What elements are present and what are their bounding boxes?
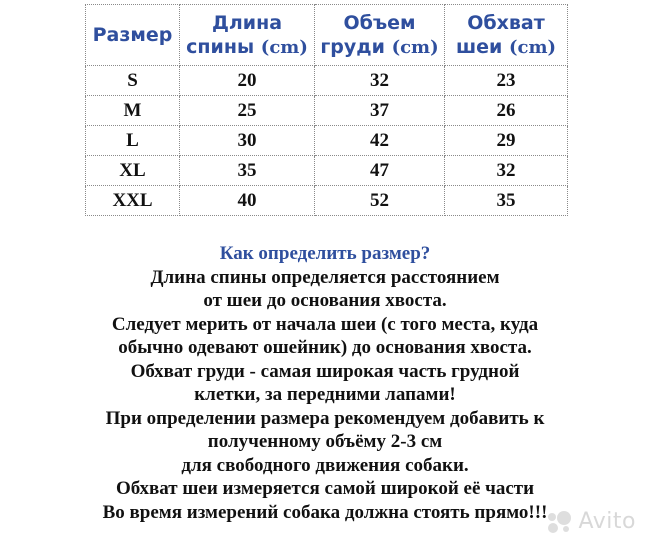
header-back-line1: Длина xyxy=(211,11,283,34)
header-neck-unit: (cm) xyxy=(508,36,557,58)
cell-neck: 29 xyxy=(445,126,568,156)
instruction-line: Обхват груди - самая широкая часть грудной xyxy=(130,360,520,382)
cell-size: XXL xyxy=(86,186,180,216)
cell-chest: 37 xyxy=(315,96,445,126)
cell-size: L xyxy=(86,126,180,156)
header-back-length xyxy=(180,5,315,66)
table-row xyxy=(86,96,568,126)
header-size xyxy=(86,5,180,66)
cell-chest: 52 xyxy=(315,186,445,216)
cell-neck: 23 xyxy=(445,66,568,96)
cell-size: S xyxy=(86,66,180,96)
avito-logo-icon xyxy=(544,510,574,534)
header-back-unit: (cm) xyxy=(260,36,308,58)
cell-size: M xyxy=(86,96,180,126)
instruction-line: клетки, за передними лапами! xyxy=(194,384,456,405)
header-chest-line1: Объем xyxy=(343,11,416,34)
size-chart-table xyxy=(85,4,568,216)
cell-neck: 35 xyxy=(445,186,568,216)
table-row xyxy=(86,186,568,216)
instruction-line: для свободного движения собаки. xyxy=(181,454,469,476)
cell-back: 20 xyxy=(180,66,315,96)
cell-chest: 42 xyxy=(315,126,445,156)
header-neck-line2: шеи xyxy=(455,35,509,58)
cell-chest: 32 xyxy=(315,66,445,96)
cell-neck: 32 xyxy=(445,156,568,186)
instruction-line: от шеи до основания хвоста. xyxy=(203,290,447,311)
instruction-line: Длина спины определяется расстоянием xyxy=(150,266,500,288)
cell-chest: 47 xyxy=(315,156,445,186)
avito-brand-text: Avito xyxy=(578,509,636,534)
header-neck-girth xyxy=(445,5,568,66)
header-size-label: Размер xyxy=(92,24,173,46)
instruction-line: Во время измерений собака должна стоять прямо!!! xyxy=(102,501,548,523)
table-header-row xyxy=(86,5,568,66)
instruction-line: Следует мерить от начала шеи (с того места, куда xyxy=(111,313,539,335)
cell-size: XL xyxy=(86,156,180,186)
instruction-line: Обхват шеи измеряется самой широкой её части xyxy=(115,478,535,499)
instructions-heading: Как определить размер? xyxy=(219,243,431,264)
instruction-line: При определении размера рекомендуем добавить к xyxy=(105,407,545,429)
header-chest-volume xyxy=(315,5,445,66)
table-row xyxy=(86,66,568,96)
instruction-line: обычно одевают ошейник) до основания хвоста. xyxy=(118,337,532,358)
cell-back: 40 xyxy=(180,186,315,216)
measuring-instructions xyxy=(20,242,630,524)
header-chest-unit: (cm) xyxy=(391,36,439,58)
instruction-line: полученному объёму 2-3 см xyxy=(207,431,443,452)
avito-watermark xyxy=(544,509,636,534)
table-row xyxy=(86,156,568,186)
cell-back: 30 xyxy=(180,126,315,156)
table-row xyxy=(86,126,568,156)
header-back-line2: спины xyxy=(186,35,261,58)
header-neck-line1: Обхват xyxy=(467,11,545,34)
cell-neck: 26 xyxy=(445,96,568,126)
cell-back: 25 xyxy=(180,96,315,126)
header-chest-line2: груди xyxy=(320,35,392,58)
cell-back: 35 xyxy=(180,156,315,186)
